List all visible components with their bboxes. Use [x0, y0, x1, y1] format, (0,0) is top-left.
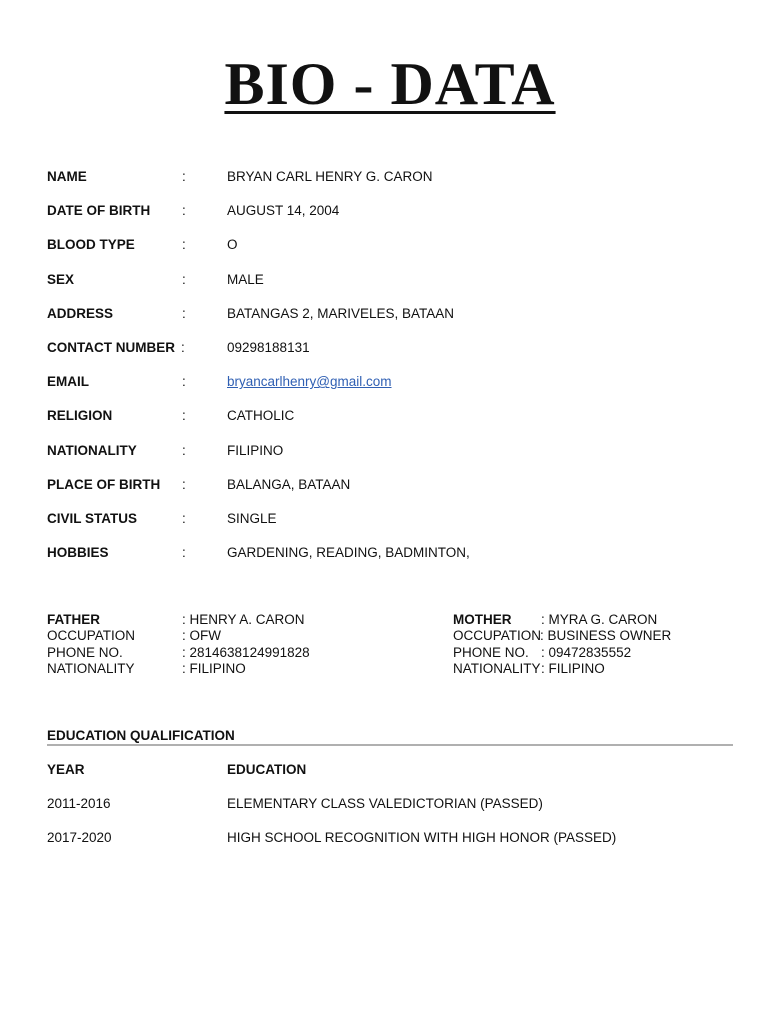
education-description: HIGH SCHOOL RECOGNITION WITH HIGH HONOR (PASSED)	[227, 830, 617, 846]
mother-nationality-label: NATIONALITY	[453, 660, 541, 676]
info-value: BRYAN CARL HENRY G. CARON	[227, 169, 433, 184]
father-name-row	[47, 612, 427, 628]
info-row-contact-number	[47, 340, 727, 374]
info-colon: :	[182, 237, 186, 253]
mother-occupation-label: OCCUPATION	[453, 628, 542, 644]
father-info	[47, 612, 427, 677]
info-row-address	[47, 306, 727, 340]
info-colon: :	[182, 545, 186, 561]
info-value: GARDENING, READING, BADMINTON,	[227, 545, 470, 561]
mother-name: : MYRA G. CARON	[541, 612, 658, 627]
mother-name-row	[453, 612, 733, 628]
info-label: SEX	[47, 271, 75, 287]
father-label: FATHER	[47, 612, 100, 627]
year-column-header: YEAR	[47, 762, 85, 777]
father-occupation-row	[47, 628, 427, 644]
mother-phone: : 09472835552	[541, 644, 632, 660]
father-nationality-label: NATIONALITY	[47, 660, 135, 676]
info-value: 09298188131	[227, 339, 310, 355]
info-label: CONTACT NUMBER	[47, 339, 175, 355]
info-label: RELIGION	[47, 408, 113, 424]
personal-info	[47, 169, 727, 579]
education-table	[47, 762, 733, 865]
info-value: O	[227, 237, 238, 253]
education-row	[47, 830, 733, 864]
mother-nationality: : FILIPINO	[541, 660, 605, 676]
mother-info	[453, 612, 733, 677]
father-occupation: : OFW	[182, 628, 221, 644]
education-year: 2017-2020	[47, 830, 112, 846]
page-title: BIO - DATA	[224, 51, 556, 117]
info-row-nationality	[47, 443, 727, 477]
mother-phone-row	[453, 645, 733, 661]
info-row-blood-type	[47, 237, 727, 271]
info-label: CIVIL STATUS	[47, 510, 138, 526]
info-value: FILIPINO	[227, 442, 284, 458]
info-row-hobbies	[47, 545, 727, 579]
info-colon: :	[182, 408, 186, 424]
father-phone: : 2814638124991828	[182, 644, 310, 660]
info-colon: :	[182, 442, 186, 458]
info-label: EMAIL	[47, 374, 89, 390]
info-row-date-of-birth	[47, 203, 727, 237]
info-row-email	[47, 374, 727, 408]
education-divider	[47, 744, 733, 746]
info-label: PLACE OF BIRTH	[47, 476, 161, 492]
info-colon: :	[182, 510, 186, 526]
info-colon: :	[182, 203, 186, 219]
info-row-place-of-birth	[47, 477, 727, 511]
info-row-name	[47, 169, 727, 203]
info-label: DATE OF BIRTH	[47, 203, 151, 219]
mother-occupation: : BUSINESS OWNER	[540, 628, 672, 644]
father-phone-label: PHONE NO.	[47, 644, 123, 660]
info-value: AUGUST 14, 2004	[227, 203, 340, 219]
mother-label: MOTHER	[453, 612, 512, 627]
info-label: ADDRESS	[47, 305, 114, 321]
info-row-religion	[47, 408, 727, 442]
education-heading: EDUCATION QUALIFICATION	[47, 728, 235, 743]
education-year: 2011-2016	[47, 796, 111, 812]
education-header-row	[47, 762, 733, 796]
mother-occupation-row	[453, 628, 733, 644]
father-name: : HENRY A. CARON	[182, 612, 305, 627]
info-label: HOBBIES	[47, 545, 109, 561]
info-colon: :	[182, 169, 186, 184]
info-value: BATANGAS 2, MARIVELES, BATAAN	[227, 305, 455, 321]
mother-phone-label: PHONE NO.	[453, 644, 529, 660]
info-label: NATIONALITY	[47, 442, 137, 458]
father-nationality-row	[47, 661, 427, 677]
info-label: NAME	[47, 169, 87, 184]
info-row-sex	[47, 272, 727, 306]
education-column-header: EDUCATION	[227, 762, 307, 777]
info-colon: :	[182, 305, 186, 321]
father-nationality: : FILIPINO	[182, 660, 246, 676]
info-row-civil-status	[47, 511, 727, 545]
info-label: BLOOD TYPE	[47, 237, 135, 253]
info-value: SINGLE	[227, 510, 277, 526]
info-colon: :	[182, 374, 186, 390]
mother-nationality-row	[453, 661, 733, 677]
email-link[interactable]: bryancarlhenry@gmail.com	[227, 374, 392, 390]
education-row	[47, 796, 733, 830]
father-occupation-label: OCCUPATION	[47, 628, 136, 644]
info-colon: :	[181, 339, 185, 355]
info-value: MALE	[227, 271, 264, 287]
education-description: ELEMENTARY CLASS VALEDICTORIAN (PASSED)	[227, 796, 543, 812]
father-phone-row	[47, 645, 427, 661]
info-value: BALANGA, BATAAN	[227, 476, 351, 492]
info-colon: :	[182, 476, 186, 492]
info-value: CATHOLIC	[227, 408, 295, 424]
info-colon: :	[182, 271, 186, 287]
